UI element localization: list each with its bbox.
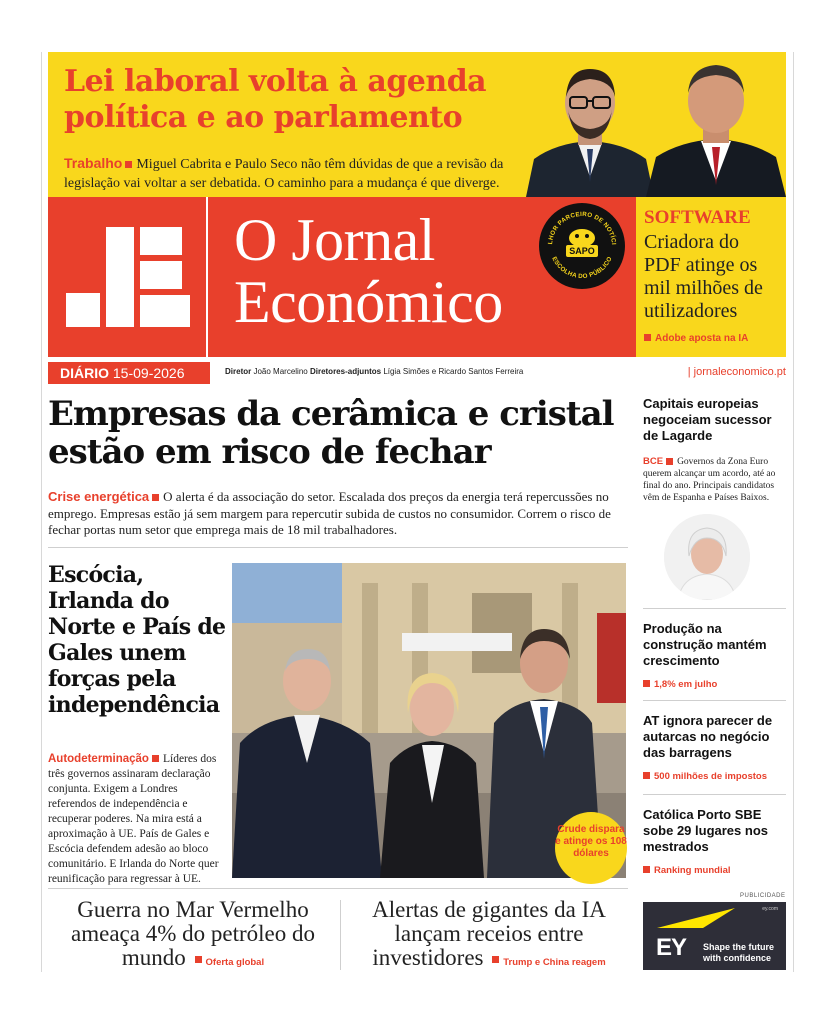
edition-label: DIÁRIO: [60, 365, 109, 381]
divider: [48, 547, 628, 548]
software-kicker: SOFTWARE: [644, 207, 751, 228]
top-banner-deck: [64, 154, 534, 193]
software-tag: [644, 333, 748, 344]
square-bullet-icon: [492, 956, 499, 963]
divider: [643, 794, 786, 795]
construction-story[interactable]: [643, 621, 787, 690]
divider: [643, 608, 786, 609]
ai-tag: Trump e China reagem: [503, 957, 606, 968]
red-sea-headline[interactable]: Guerra no Mar Vermelho ameaça 4% do petróleo do mundo: [71, 897, 315, 970]
masthead-title-line1: O Jornal: [234, 207, 435, 273]
ecb-title[interactable]: Capitais europeias negoceiam sucessor de Lagarde: [643, 396, 772, 443]
date-bar: [48, 362, 786, 384]
ad-label: PUBLICIDADE: [740, 893, 786, 899]
red-sea-tag: Oferta global: [205, 957, 265, 968]
square-bullet-icon: [152, 494, 159, 501]
catolica-story[interactable]: [643, 807, 787, 876]
at-story[interactable]: [643, 713, 787, 782]
ecb-deck-text: Governos da Zona Euro querem alcançar um acordo, até ao final do ano. Principais candidatos vêm de Espanha e Países Baixos.: [643, 457, 776, 503]
top-banner-headline[interactable]: Lei laboral volta à agenda política e ao parlamento: [64, 64, 487, 135]
sapo-award-badge: [539, 203, 625, 289]
site-divider: |: [687, 366, 691, 378]
square-bullet-icon: [643, 680, 650, 687]
construction-tag-text: 1,8% em julho: [654, 679, 718, 690]
square-bullet-icon: [644, 334, 651, 341]
ecb-kicker: BCE: [643, 456, 664, 467]
site-url: jornaleconomico.pt: [693, 366, 786, 378]
sapo-badge-bottom-text: ESCOLHA DO PÚBLICO: [550, 255, 614, 281]
ecb-deck: [643, 456, 787, 504]
main-kicker: Crise energética: [48, 489, 150, 504]
top-banner-kicker: Trabalho: [64, 155, 123, 171]
at-title[interactable]: AT ignora parecer de autarcas no negócio das barragens: [643, 713, 773, 760]
catolica-tag-text: Ranking mundial: [654, 865, 731, 876]
scotland-deck-text: Líderes dos três governos assinaram declaração conjunta. Exigem a Londres referendos de independência e recuperar poderes. Na mira está a aproximação à UE. País de Gales e Escócia defendem adesão ao bloco comunitário. E Irlanda do Norte quer reunificação para regressar à UE.: [48, 753, 219, 885]
top-banner-deck-text: Miguel Cabrita e Paulo Seco não têm dúvidas de que a revisão da legislação vai voltar a ser debatida. O caminho para a mudança é que diverge.: [64, 157, 504, 191]
at-tag-text: 500 milhões de impostos: [654, 771, 767, 782]
main-headline[interactable]: Empresas da cerâmica e cristal estão em risco de fechar: [48, 394, 614, 472]
square-bullet-icon: [152, 755, 159, 762]
edition-date: 15-09-2026: [112, 365, 185, 381]
page-border-left: [41, 52, 42, 972]
scotland-deck: [48, 752, 228, 887]
square-bullet-icon: [643, 866, 650, 873]
masthead[interactable]: [48, 197, 636, 357]
svg-text:ESCOLHA DO PÚBLICO: [550, 256, 613, 280]
top-banner[interactable]: [48, 52, 786, 197]
square-bullet-icon: [195, 956, 202, 963]
scotland-headline[interactable]: Escócia, Irlanda do Norte e País de Gales unem forças pela independência: [48, 562, 226, 718]
lagarde-portrait: [664, 514, 750, 600]
catolica-tag: [643, 865, 787, 876]
ey-logo: EY: [656, 934, 687, 961]
software-story[interactable]: [636, 197, 786, 357]
ai-headline[interactable]: Alertas de gigantes da IA lançam receios entre investidores: [372, 897, 606, 970]
staff-credits: [225, 367, 523, 376]
director-label: Diretor: [225, 367, 252, 376]
deputies-names: Lígia Simões e Ricardo Santos Ferreira: [383, 367, 524, 376]
logo[interactable]: [48, 197, 208, 357]
sapo-badge-center-text: SAPO: [569, 246, 595, 256]
main-deck-text: O alerta é da associação do setor. Escalada dos preços da energia terá repercussões no emprego. Empresas estão já sem margem para repercutir subida de custos no consumidor. Correm o risco de fechar portas num setor que emprega mais de 18 mil trabalhadores.: [48, 489, 611, 537]
sapo-badge-top-text: LHOR PARCEIRO DE NOTÍCI: [547, 210, 617, 246]
lagarde-portrait-illustration: [664, 514, 750, 600]
deputies-label: Diretores-adjuntos: [309, 367, 382, 376]
ai-story[interactable]: [346, 898, 632, 975]
crude-badge[interactable]: Crude dispara e atinge os 108 dólares: [555, 812, 627, 884]
date-box: [48, 362, 210, 384]
scotland-kicker: Autodeterminação: [48, 753, 149, 765]
masthead-title-line2: Económico: [234, 269, 503, 335]
ecb-story[interactable]: [643, 396, 787, 504]
square-bullet-icon: [125, 161, 132, 168]
catolica-title[interactable]: Católica Porto SBE sobe 29 lugares nos mestrados: [643, 807, 768, 854]
site-link[interactable]: [688, 366, 786, 378]
ey-advertisement[interactable]: [643, 902, 786, 970]
je-logo-icon: [48, 197, 208, 357]
square-bullet-icon: [643, 772, 650, 779]
red-sea-story[interactable]: [48, 898, 338, 975]
construction-title[interactable]: Produção na construção mantém crescimento: [643, 621, 767, 668]
portrait-paulo-seco: [646, 57, 786, 197]
divider: [643, 700, 786, 701]
masthead-title: [234, 209, 503, 333]
main-deck: [48, 489, 630, 539]
vertical-divider: [340, 900, 341, 970]
ey-tagline: Shape the future with confidence: [703, 942, 775, 963]
software-title[interactable]: Criadora do PDF atinge os mil milhões de utilizadores: [644, 231, 763, 322]
at-tag: [643, 771, 787, 782]
director-name: João Marcelino: [253, 367, 308, 376]
construction-tag: [643, 679, 787, 690]
ey-url: ey.com: [762, 906, 778, 912]
portrait-miguel-cabrita: [526, 57, 654, 197]
sapo-badge-icon: [539, 203, 625, 289]
software-tag-text: Adobe aposta na IA: [655, 333, 749, 344]
divider: [48, 888, 628, 889]
page-border-right: [793, 52, 794, 972]
square-bullet-icon: [666, 458, 673, 465]
